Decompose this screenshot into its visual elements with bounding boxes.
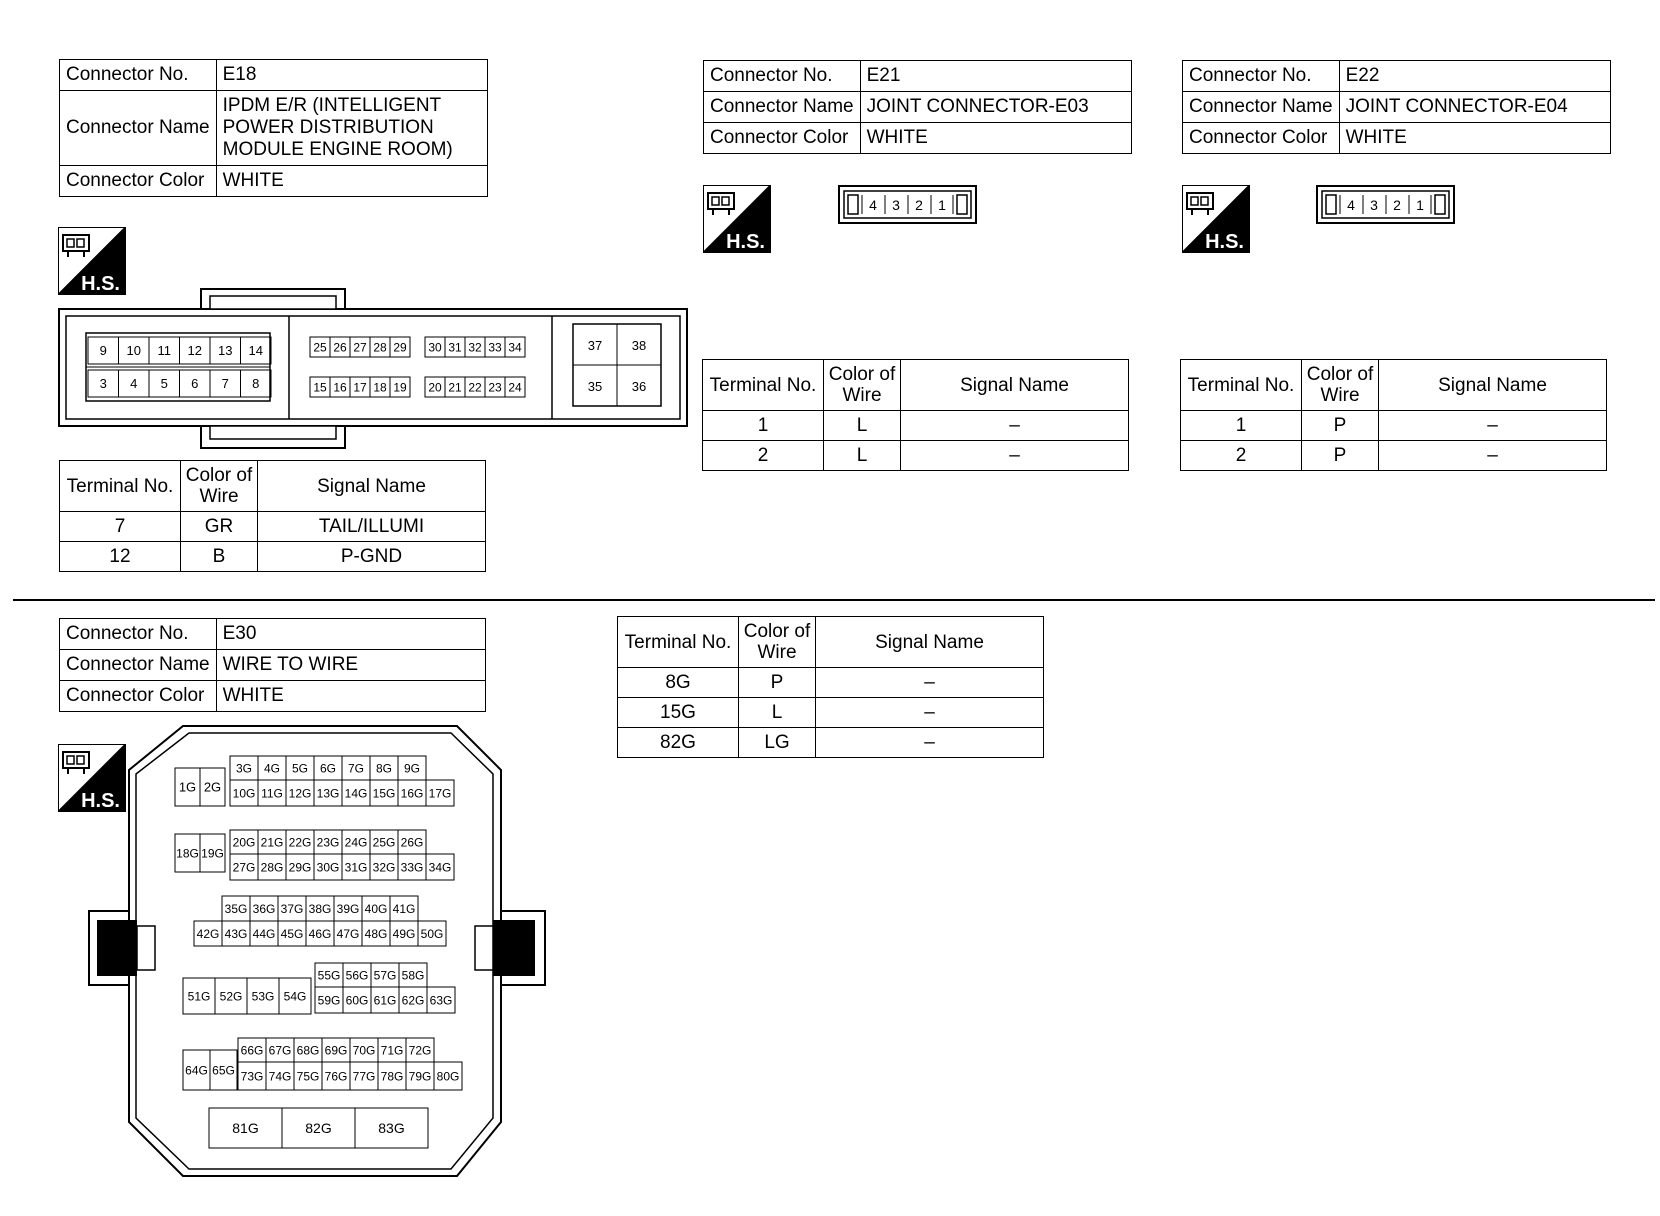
terminal-no: 1 [1181, 411, 1302, 441]
pin-label: 47G [336, 926, 360, 941]
terminal-no: 82G [618, 728, 739, 758]
pin-label: 26G [400, 835, 424, 850]
header-line: Color of [743, 621, 811, 642]
pin-label: 60G [345, 993, 369, 1008]
pin-label: 35G [224, 901, 248, 916]
pin-label: 35 [587, 379, 603, 394]
pin-label: 31 [448, 340, 462, 355]
pin-label: 18 [373, 380, 387, 395]
e21-info-table [703, 60, 1132, 154]
pin-label: 6 [191, 376, 199, 392]
signal-name: P-GND [258, 542, 486, 572]
terminal-no: 8G [618, 668, 739, 698]
pin-label: 45G [280, 926, 304, 941]
label-connector-no: Connector No. [60, 60, 217, 91]
pin-label: 16 [333, 380, 347, 395]
connector-color-value: WHITE [1339, 123, 1610, 154]
connector-name-line: POWER DISTRIBUTION [222, 117, 434, 138]
connector-name-value: JOINT CONNECTOR-E04 [1339, 92, 1610, 123]
connector-no-value: E22 [1339, 61, 1610, 92]
e18-connector-face [58, 288, 690, 450]
header-terminal-no: Terminal No. [1181, 360, 1302, 411]
connector-name-line: IPDM E/R (INTELLIGENT [222, 95, 442, 116]
pin-label: 5G [291, 761, 309, 776]
table-row [703, 411, 1129, 441]
pin-label: 36G [252, 901, 276, 916]
connector-name-line: MODULE ENGINE ROOM) [222, 139, 453, 160]
label-connector-name: Connector Name [60, 650, 217, 681]
pin-label: 19 [393, 380, 407, 395]
pin-label: 21 [448, 380, 462, 395]
header-signal-name: Signal Name [258, 461, 486, 512]
harness-side-icon [703, 185, 771, 253]
pin-label: 67G [268, 1043, 292, 1058]
pin-label: 55G [317, 968, 341, 983]
header-signal-name: Signal Name [816, 617, 1044, 668]
e22-info-table [1182, 60, 1611, 154]
header-line: Color of [828, 364, 896, 385]
pin-label: 70G [352, 1043, 376, 1058]
pin-label: 59G [317, 993, 341, 1008]
connector-color-value: WHITE [216, 681, 485, 712]
pin-label: 58G [401, 968, 425, 983]
pin-label: 30G [316, 860, 340, 875]
pin-label: 78G [380, 1069, 404, 1084]
pin-label: 8 [252, 376, 260, 392]
wire-color: P [1302, 411, 1379, 441]
pin-label: 25G [372, 835, 396, 850]
pin-label: 5 [160, 376, 168, 392]
label-connector-color: Connector Color [1183, 123, 1340, 154]
pin-label: 73G [240, 1069, 264, 1084]
table-row [60, 512, 486, 542]
header-color-of-wire [739, 617, 816, 668]
pin-label: 17G [428, 786, 452, 801]
pin-label: 3 [1370, 197, 1378, 213]
pin-label: 4 [130, 376, 138, 392]
pin-label: 14 [248, 343, 263, 359]
pin-label: 80G [436, 1069, 460, 1084]
e18-terminal-table [59, 460, 486, 572]
pin-label: 7G [347, 761, 365, 776]
section-divider [13, 599, 1655, 601]
pin-label: 57G [373, 968, 397, 983]
wire-color: B [181, 542, 258, 572]
pin-label: 65G [212, 1063, 235, 1078]
table-row [618, 698, 1044, 728]
pin-label: 29G [288, 860, 312, 875]
pin-label: 22 [468, 380, 482, 395]
pin-label: 63G [429, 993, 453, 1008]
pin-label: 75G [296, 1069, 320, 1084]
wire-color: L [739, 698, 816, 728]
pin-label: 14G [344, 786, 368, 801]
pin-label: 62G [401, 993, 425, 1008]
pin-label: 51G [187, 989, 211, 1004]
pin-label: 38G [308, 901, 332, 916]
pin-label: 15G [372, 786, 396, 801]
pin-label: 48G [364, 926, 388, 941]
wire-color: LG [739, 728, 816, 758]
pin-label: 34 [508, 340, 522, 355]
pin-label: 20G [232, 835, 256, 850]
signal-name: – [816, 698, 1044, 728]
wire-color: P [739, 668, 816, 698]
pin-label: 53G [251, 989, 275, 1004]
pin-label: 33G [400, 860, 424, 875]
pin-label: 54G [283, 989, 307, 1004]
wire-color: P [1302, 441, 1379, 471]
pin-label: 8G [375, 761, 393, 776]
pin-label: 72G [408, 1043, 432, 1058]
connector-color-value: WHITE [216, 166, 487, 197]
wire-color: GR [181, 512, 258, 542]
pin-label: 56G [345, 968, 369, 983]
wire-color: L [824, 441, 901, 471]
pin-label: 3G [235, 761, 253, 776]
label-connector-no: Connector No. [60, 619, 217, 650]
pin-label: 49G [392, 926, 416, 941]
table-row [703, 441, 1129, 471]
pin-label: 2 [915, 197, 923, 213]
pin-label: 83G [378, 1120, 405, 1137]
wire-color: L [824, 411, 901, 441]
header-signal-name: Signal Name [901, 360, 1129, 411]
header-color-of-wire [1302, 360, 1379, 411]
pin-label: 22G [288, 835, 312, 850]
pin-label: 11 [157, 343, 171, 359]
terminal-no: 12 [60, 542, 181, 572]
pin-label: 41G [392, 901, 416, 916]
label-connector-name: Connector Name [704, 92, 861, 123]
pin-label: 25 [313, 340, 327, 355]
pin-label: 68G [296, 1043, 320, 1058]
header-line: Color of [185, 465, 253, 486]
pin-label: 10 [126, 343, 141, 359]
pin-label: 17 [353, 380, 367, 395]
terminal-no: 2 [703, 441, 824, 471]
connector-color-value: WHITE [860, 123, 1131, 154]
pin-label: 64G [185, 1063, 208, 1078]
pin-label: 27G [232, 860, 256, 875]
pin-label: 28G [260, 860, 284, 875]
signal-name: – [901, 411, 1129, 441]
table-row [618, 668, 1044, 698]
pin-label: 31G [344, 860, 368, 875]
header-line: Color of [1306, 364, 1374, 385]
pin-label: 76G [324, 1069, 348, 1084]
pin-label: 16G [400, 786, 424, 801]
hs-label: H.S. [726, 231, 765, 253]
connector-no-value: E21 [860, 61, 1131, 92]
pin-label: 34G [428, 860, 452, 875]
e21-connector-face [838, 185, 978, 225]
label-connector-color: Connector Color [60, 681, 217, 712]
e22-terminal-table [1180, 359, 1607, 471]
pin-label: 44G [252, 926, 276, 941]
pin-label: 74G [268, 1069, 292, 1084]
signal-name: TAIL/ILLUMI [258, 512, 486, 542]
terminal-no: 2 [1181, 441, 1302, 471]
terminal-no: 7 [60, 512, 181, 542]
pin-label: 33 [488, 340, 502, 355]
pin-label: 1G [178, 779, 197, 795]
connector-name-value: JOINT CONNECTOR-E03 [860, 92, 1131, 123]
pin-label: 21G [260, 835, 284, 850]
header-line: Wire [199, 486, 239, 507]
signal-name: – [816, 728, 1044, 758]
pin-label: 12 [187, 343, 202, 359]
pin-label: 79G [408, 1069, 432, 1084]
header-color-of-wire [824, 360, 901, 411]
header-terminal-no: Terminal No. [60, 461, 181, 512]
pin-label: 15 [313, 380, 327, 395]
pin-label: 32 [468, 340, 482, 355]
pin-label: 69G [324, 1043, 348, 1058]
terminal-no: 15G [618, 698, 739, 728]
pin-label: 61G [373, 993, 397, 1008]
pin-label: 13G [316, 786, 340, 801]
pin-label: 4 [869, 197, 877, 213]
header-terminal-no: Terminal No. [618, 617, 739, 668]
pin-label: 30 [428, 340, 442, 355]
terminal-no: 1 [703, 411, 824, 441]
connector-no-value: E30 [216, 619, 485, 650]
pin-label: 1 [938, 197, 946, 213]
pin-label: 3 [99, 376, 107, 392]
e30-connector-face [85, 720, 555, 1180]
pin-label: 40G [364, 901, 388, 916]
signal-name: – [1379, 441, 1607, 471]
pin-label: 82G [305, 1120, 332, 1137]
label-connector-name: Connector Name [1183, 92, 1340, 123]
signal-name: – [901, 441, 1129, 471]
pin-label: 38 [631, 338, 647, 353]
header-line: Wire [1320, 385, 1360, 406]
pin-label: 39G [336, 901, 360, 916]
connector-no-value: E18 [216, 60, 487, 91]
e22-connector-face [1316, 185, 1456, 225]
pin-label: 20 [428, 380, 442, 395]
header-terminal-no: Terminal No. [703, 360, 824, 411]
e30-terminal-table [617, 616, 1044, 758]
label-connector-color: Connector Color [60, 166, 217, 197]
pin-label: 27 [353, 340, 367, 355]
connector-name-value: WIRE TO WIRE [216, 650, 485, 681]
e21-terminal-table [702, 359, 1129, 471]
pin-label: 6G [319, 761, 337, 776]
table-row [60, 542, 486, 572]
pin-label: 2 [1393, 197, 1401, 213]
pin-label: 26 [333, 340, 347, 355]
pin-label: 71G [380, 1043, 404, 1058]
pin-label: 4 [1347, 197, 1355, 213]
pin-label: 42G [196, 926, 220, 941]
e18-info-table [59, 59, 488, 197]
pin-label: 77G [352, 1069, 376, 1084]
pin-label: 10G [232, 786, 256, 801]
pin-label: 2G [203, 779, 222, 795]
e30-info-table [59, 618, 486, 712]
pin-label: 9 [99, 343, 107, 359]
table-row [1181, 441, 1607, 471]
harness-side-icon [58, 227, 126, 295]
pin-label: 19G [201, 846, 224, 861]
header-line: Wire [842, 385, 882, 406]
hs-label: H.S. [1205, 231, 1244, 253]
hs-label: H.S. [81, 790, 120, 812]
pin-label: 46G [308, 926, 332, 941]
pin-label: 37G [280, 901, 304, 916]
label-connector-color: Connector Color [704, 123, 861, 154]
harness-side-icon [1182, 185, 1250, 253]
pin-label: 18G [176, 846, 199, 861]
signal-name: – [816, 668, 1044, 698]
pin-label: 37 [587, 338, 603, 353]
pin-label: 13 [218, 343, 233, 359]
header-signal-name: Signal Name [1379, 360, 1607, 411]
label-connector-no: Connector No. [1183, 61, 1340, 92]
pin-label: 23G [316, 835, 340, 850]
pin-label: 28 [373, 340, 387, 355]
pin-label: 66G [240, 1043, 264, 1058]
signal-name: – [1379, 411, 1607, 441]
pin-label: 52G [219, 989, 243, 1004]
pin-label: 43G [224, 926, 248, 941]
pin-label: 1 [1416, 197, 1424, 213]
pin-label: 29 [393, 340, 407, 355]
pin-label: 3 [892, 197, 900, 213]
label-connector-no: Connector No. [704, 61, 861, 92]
pin-label: 24G [344, 835, 368, 850]
pin-label: 36 [631, 379, 647, 394]
header-color-of-wire [181, 461, 258, 512]
pin-label: 12G [288, 786, 312, 801]
table-row [618, 728, 1044, 758]
pin-label: 24 [508, 380, 522, 395]
pin-label: 4G [263, 761, 281, 776]
pin-label: 50G [420, 926, 444, 941]
pin-label: 23 [488, 380, 502, 395]
header-line: Wire [757, 642, 797, 663]
pin-label: 32G [372, 860, 396, 875]
label-connector-name: Connector Name [60, 91, 217, 166]
pin-label: 81G [232, 1120, 259, 1137]
pin-label: 7 [221, 376, 229, 392]
pin-label: 9G [403, 761, 421, 776]
pin-label: 11G [261, 786, 283, 801]
table-row [1181, 411, 1607, 441]
hs-label: H.S. [81, 273, 120, 295]
